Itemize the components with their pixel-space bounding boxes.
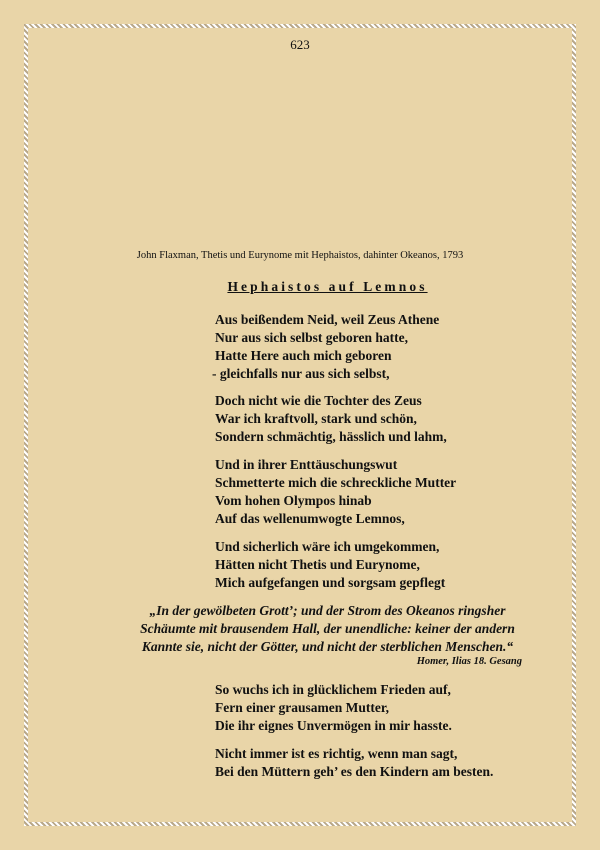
homer-quote [0, 602, 600, 656]
verse-line: Doch nicht wie die Tochter des Zeus [215, 393, 422, 408]
poem-title: Hephaistos auf Lemnos [227, 279, 428, 294]
verse-line: Fern einer grausamen Mutter, [215, 700, 389, 715]
image-caption: John Flaxman, Thetis und Eurynome mit Hephaistos, dahinter Okeanos, 1793 [136, 250, 464, 261]
stanza-5 [215, 681, 575, 735]
verse-line: War ich kraftvoll, stark und schön, [215, 411, 417, 426]
page-number: 623 [290, 37, 310, 52]
quote-source: Homer, Ilias 18. Gesang [416, 656, 522, 667]
stanza-4 [215, 538, 575, 592]
verse-line: Auf das wellenumwogte Lemnos, [215, 511, 405, 526]
verse-line: Hätten nicht Thetis und Eurynome, [215, 557, 420, 572]
quote-line: „In der gewölbeten Grott’; und der Strom des Okeanos ringsher [149, 603, 506, 618]
verse-line: Bei den Müttern geh’ es den Kindern am besten. [215, 764, 494, 779]
stanza-3 [215, 456, 575, 528]
verse-line: Hatte Here auch mich geboren [215, 348, 392, 363]
verse-line: Schmetterte mich die schreckliche Mutter [215, 475, 457, 490]
verse-line: So wuchs ich in glücklichem Frieden auf, [215, 682, 451, 697]
stanza-1 [212, 311, 575, 383]
quote-line: Kannte sie, nicht der Götter, und nicht der sterblichen Menschen.“ [141, 639, 514, 654]
verse-line: - gleichfalls nur aus sich selbst, [212, 366, 390, 381]
verse-line: Sondern schmächtig, hässlich und lahm, [215, 429, 447, 444]
quote-line: Schäumte mit brausendem Hall, der unendliche: keiner der andern [140, 621, 515, 636]
verse-line: Aus beißendem Neid, weil Zeus Athene [215, 312, 440, 327]
verse-line: Nur aus sich selbst geboren hatte, [215, 330, 409, 345]
verse-line: Vom hohen Olympos hinab [215, 493, 372, 508]
stanza-2 [215, 392, 575, 446]
stanza-6 [215, 745, 575, 781]
verse-line: Mich aufgefangen und sorgsam gepflegt [215, 575, 446, 590]
verse-line: Nicht immer ist es richtig, wenn man sagt, [215, 746, 458, 761]
verse-line: Die ihr eignes Unvermögen in mir hasste. [215, 718, 452, 733]
verse-line: Und in ihrer Enttäuschungswut [215, 457, 398, 472]
verse-line: Und sicherlich wäre ich umgekommen, [215, 539, 440, 554]
